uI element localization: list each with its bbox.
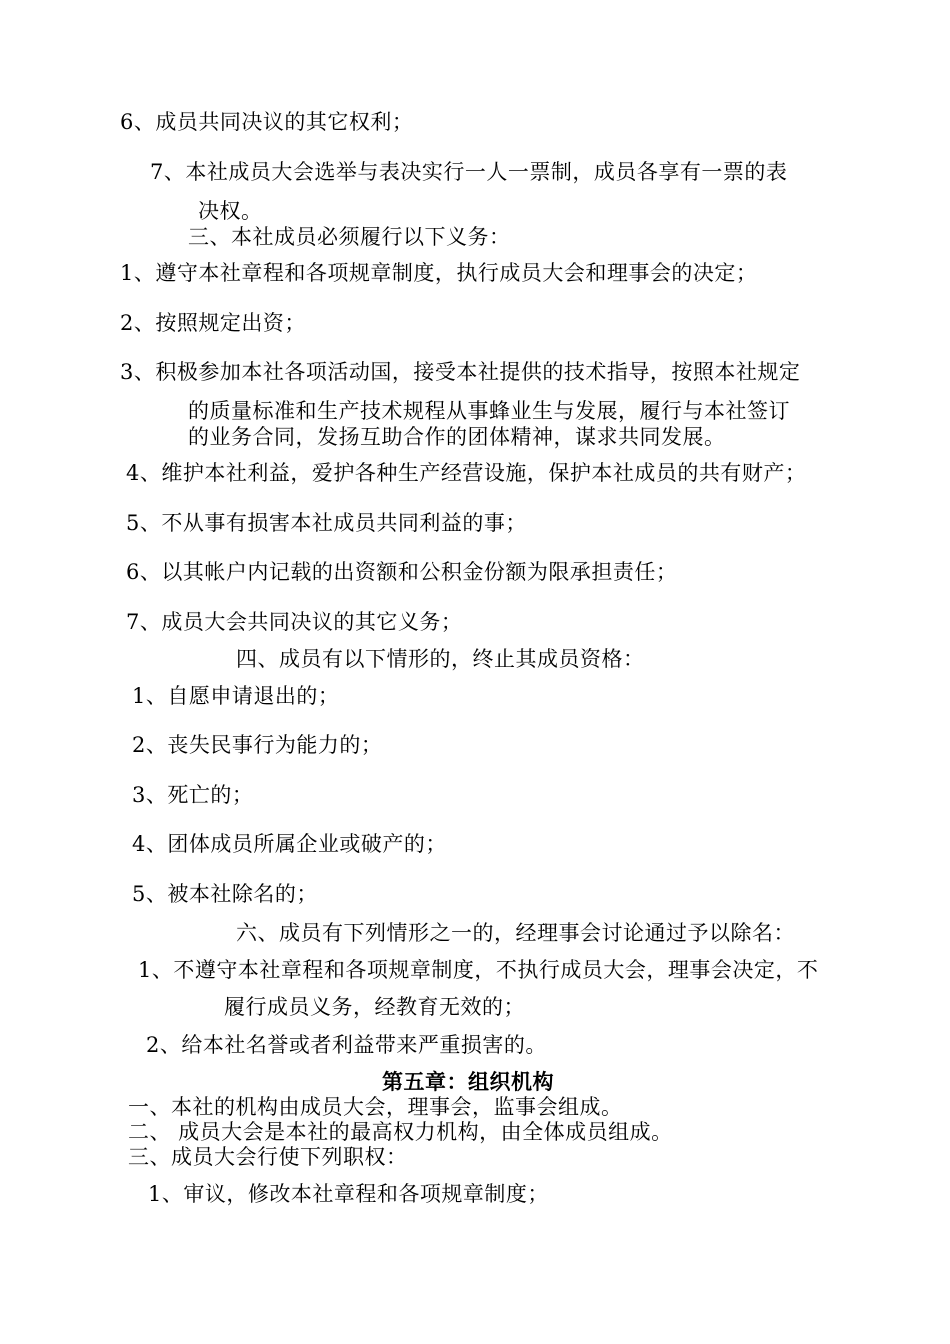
text-line-28: 1、审议，修改本社章程和各项规章制度； bbox=[148, 1182, 549, 1206]
text-line-2: 7、本社成员大会选举与表决实行一人一票制，成员各享有一票的表 bbox=[150, 160, 788, 184]
text-line-18: 4、团体成员所属企业或破产的； bbox=[132, 832, 447, 856]
text-line-1: 6、成员共同决议的其它权利； bbox=[120, 110, 414, 134]
text-line-21: 1、不遵守本社章程和各项规章制度，不执行成员大会，理事会决定，不 bbox=[138, 958, 819, 982]
text-line-16: 2、丧失民事行为能力的； bbox=[132, 733, 383, 757]
text-line-4: 三、本社成员必须履行以下义务： bbox=[188, 225, 511, 249]
text-line-20: 六、成员有下列情形之一的，经理事会讨论通过予以除名： bbox=[236, 921, 795, 945]
text-line-12: 6、以其帐户内记载的出资额和公积金份额为限承担责任； bbox=[126, 560, 678, 584]
text-line-19: 5、被本社除名的； bbox=[132, 882, 318, 906]
text-line-17: 3、死亡的； bbox=[132, 783, 254, 807]
text-line-15: 1、自愿申请退出的； bbox=[132, 684, 340, 708]
text-line-6: 2、按照规定出资； bbox=[120, 311, 306, 335]
text-line-26: 二、 成员大会是本社的最高权力机构，由全体成员组成。 bbox=[128, 1120, 673, 1144]
text-line-14: 四、成员有以下情形的，终止其成员资格： bbox=[236, 647, 645, 671]
text-line-5: 1、遵守本社章程和各项规章制度，执行成员大会和理事会的决定； bbox=[120, 261, 758, 285]
text-line-9: 的业务合同，发扬互助合作的团体精神，谋求共同发展。 bbox=[188, 425, 726, 449]
text-line-27: 三、成员大会行使下列职权： bbox=[128, 1145, 408, 1169]
text-line-3: 决权。 bbox=[198, 199, 263, 223]
text-line-23: 2、给本社名誉或者利益带来严重损害的。 bbox=[146, 1033, 547, 1057]
text-line-25: 一、本社的机构由成员大会，理事会，监事会组成。 bbox=[128, 1095, 623, 1119]
text-line-11: 5、不从事有损害本社成员共同利益的事； bbox=[126, 511, 527, 535]
text-line-22: 履行成员义务，经教育无效的； bbox=[224, 995, 525, 1019]
text-line-13: 7、成员大会共同决议的其它义务； bbox=[126, 610, 463, 634]
text-line-8: 的质量标准和生产技术规程从事蜂业生与发展，履行与本社签订 bbox=[188, 399, 790, 423]
text-line-10: 4、维护本社利益，爱护各种生产经营设施，保护本社成员的共有财产； bbox=[126, 461, 807, 485]
chapter-heading: 第五章：组织机构 bbox=[382, 1070, 554, 1094]
text-line-7: 3、积极参加本社各项活动国，接受本社提供的技术指导，按照本社规定 bbox=[120, 360, 801, 384]
